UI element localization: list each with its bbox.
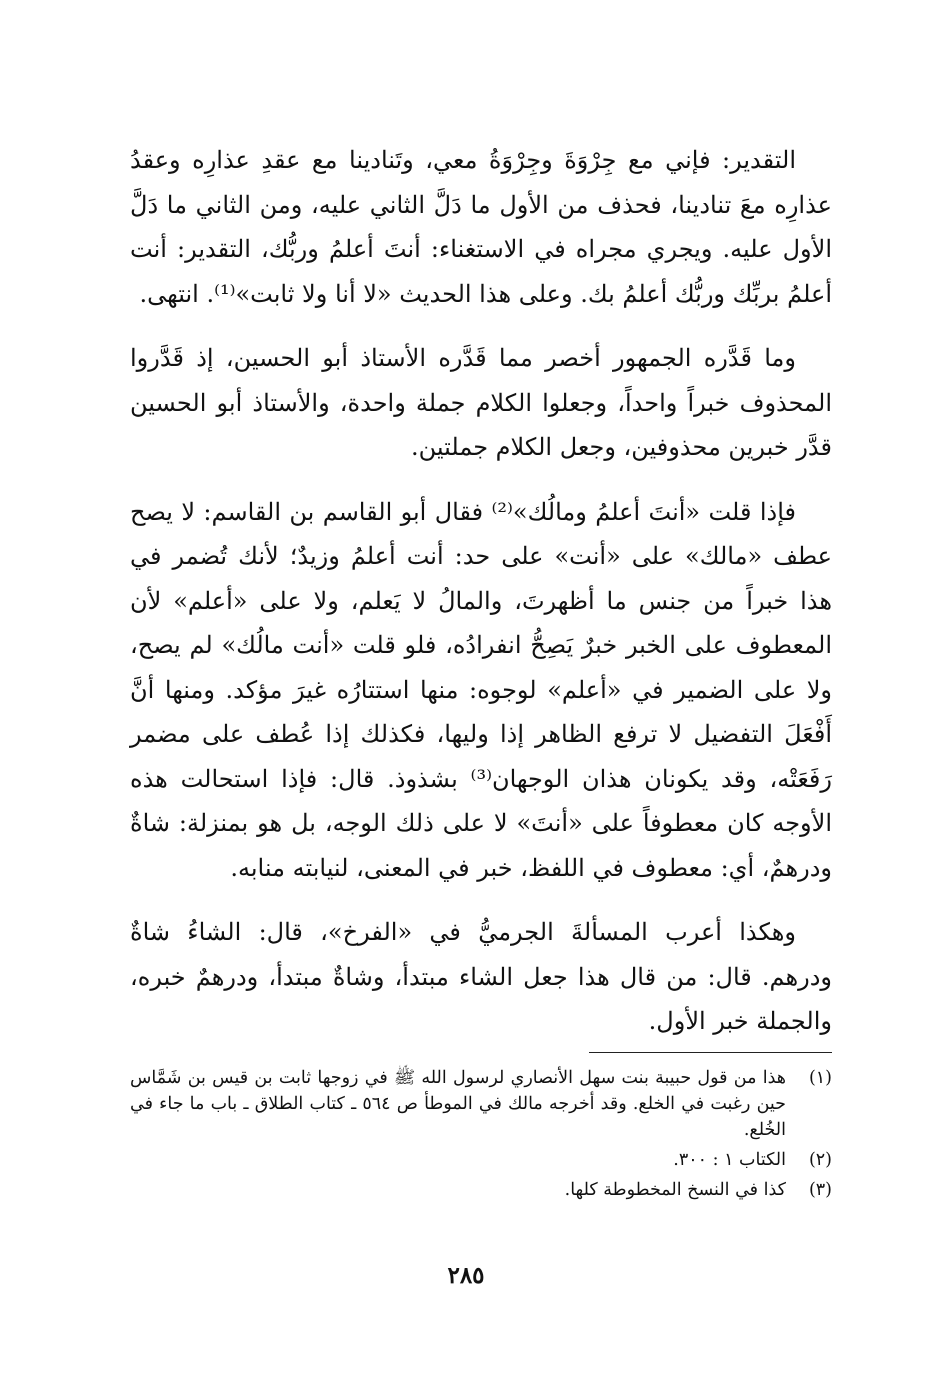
footnote-text: هذا من قول حبيبة بنت سهل الأنصاري لرسول الله ﷺ في زوجها ثابت بن قيس بن شَمَّاس حين رغبت في الخلع. وقد أخرجه مالك في الموطأ ص ٥٦٤ ـ كتاب الطلاق ـ باب ما جاء في الخُلع. xyxy=(130,1068,786,1140)
footnote-number: (٣) xyxy=(808,1180,832,1200)
footnotes xyxy=(130,1052,832,1207)
footnote-number: (١) xyxy=(808,1068,832,1088)
footnote-3 xyxy=(130,1177,832,1203)
paragraph-1: التقدير: فإني مع جِرْوَةَ وجِرْوَةُ معي، وتَنادينا مع عقدِ عذارِه وعقدُ عذارِه معَ تنادينا، فحذف من الأول ما دَلَّ الثاني عليه، ومن الثاني ما دَلَّ الأول عليه. ويجري مجراه في الاستغناء: أنتَ أعلمُ وربُّك، التقدير: أنت أعلمُ بربِّك وربُّك أعلمُ بك. وعلى هذا الحديث «لا أنا ولا ثابت»⁽¹⁾. انتهى. xyxy=(130,146,832,308)
footnote-2 xyxy=(130,1147,832,1173)
footnote-text: كذا في النسخ المخطوطة كلها. xyxy=(564,1180,786,1200)
footnote-number: (٢) xyxy=(808,1150,832,1170)
footnote-1 xyxy=(130,1065,832,1143)
page-number: ٢٨٥ xyxy=(447,1262,485,1289)
main-text xyxy=(130,138,832,1064)
paragraph-4: وهكذا أعرب المسألةَ الجرميُّ في «الفرخ»، قال: الشاءُ شاةٌ ودرهم. قال: من قال هذا جعل الشاء مبتدأ، وشاةٌ مبتدأ، ودرهمٌ خبره، والجملة خبر الأول. xyxy=(130,918,833,1035)
paragraph-2: وما قَدَّره الجمهور أخصر مما قَدَّره الأستاذ أبو الحسين، إذ قَدَّروا المحذوف خبراً واحداً، وجعلوا الكلام جملة واحدة، والأستاذ أبو الحسين قدَّر خبرين محذوفين، وجعل الكلام جملتين. xyxy=(130,344,832,461)
paragraph-3: فإذا قلت «أنتَ أعلمُ ومالُك»⁽²⁾ فقال أبو القاسم بن القاسم: لا يصح عطف «مالك» على «أنت» على حد: أنت أعلمُ وزيدٌ؛ لأنك تُضمر في هذا خبراً من جنس ما أظهرتَ، والمالُ لا يَعلم، ولا على «أعلم» لأن المعطوف على الخبر خبرٌ يَصِحُّ انفرادُه، فلو قلت «أنت مالُك» لم يصح، ولا على الضمير في «أعلم» لوجوه: منها استتارُه غيرَ مؤكد. ومنها أنَّ أَفْعَلَ التفضيل لا ترفع الظاهر إذا وليها، فكذلك إذا عُطف على مضمر رَفَعَتْه، وقد يكونان هذان الوجهان⁽³⁾ بشذوذ. قال: فإذا استحالت هذه الأوجه كان معطوفاً على «أنتَ» لا على ذلك الوجه، بل هو بمنزلة: شاةٌ ودرهمٌ، أي: معطوف في اللفظ، خبر في المعنى، لنيابته منابه. xyxy=(130,497,832,882)
footnote-text: الكتاب ١ : ٣٠٠. xyxy=(673,1150,786,1170)
footnote-divider xyxy=(589,1052,832,1053)
